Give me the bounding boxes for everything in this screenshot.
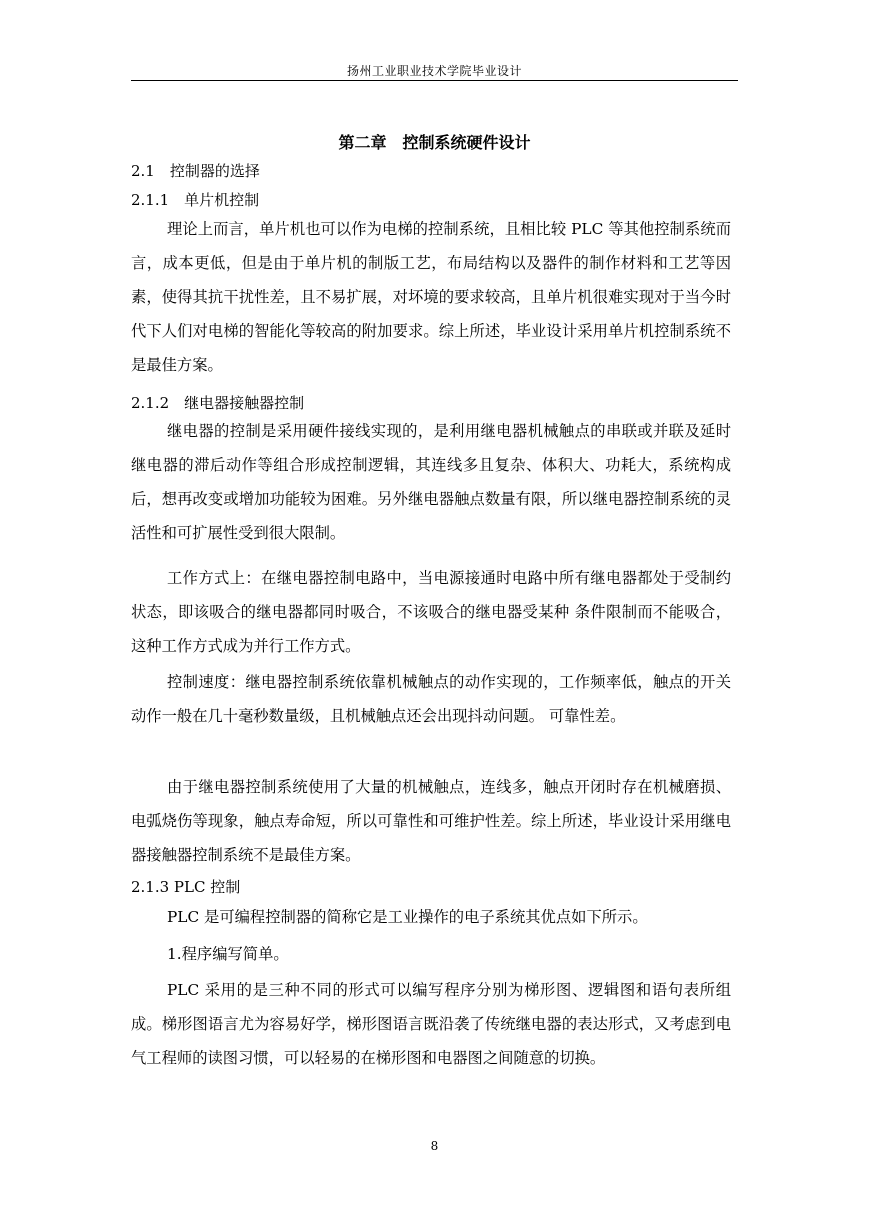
paragraph-plc-intro: PLC 是可编程控制器的简称它是工业操作的电子系统其优点如下所示。 xyxy=(167,908,648,926)
section-heading-2-1-2: 2.1.2 继电器接触器控制 xyxy=(131,394,305,412)
section-heading-2-1-3: 2.1.3 PLC 控制 xyxy=(131,878,241,896)
running-header: 扬州工业职业技术学院毕业设计 xyxy=(346,64,522,78)
chapter-title: 第二章 控制系统硬件设计 xyxy=(338,133,531,152)
page-number: 8 xyxy=(430,1139,439,1153)
paragraph-relay-control: 继电器的控制是采用硬件接线实现的，是利用继电器机械触点的串联或并联及延时继电器的滞后动作等组合形成控制逻辑，其连线多且复杂、体积大、功耗大，系统构成后，想再改变或增加功能较为困难。另外继电器触点数量有限，所以继电器控制系统的灵活性和可扩展性受到很大限制。 xyxy=(131,422,731,542)
paragraph-plc-advantage-1: 1.程序编写简单。 xyxy=(167,945,289,963)
header-rule xyxy=(131,80,738,81)
section-heading-2-1-1: 2.1.1 单片机控制 xyxy=(131,191,260,209)
paragraph-relay-control-speed: 控制速度：继电器控制系统依靠机械触点的动作实现的，工作频率低，触点的开关动作一般在几十毫秒数量级，且机械触点还会出现抖动问题。 可靠性差。 xyxy=(131,673,731,725)
paragraph-plc-programming: PLC 采用的是三种不同的形式可以编写程序分别为梯形图、逻辑图和语句表所组成。梯形图语言尤为容易好学，梯形图语言既沿袭了传统继电器的表达形式，又考虑到电气工程师的读图习惯，可以轻易的在梯形图和电器图之间随意的切换。 xyxy=(131,981,731,1067)
paragraph-mcu-control: 理论上而言，单片机也可以作为电梯的控制系统，且相比较 PLC 等其他控制系统而言，成本更低，但是由于单片机的制版工艺，布局结构以及器件的制作材料和工艺等因素，使得其抗干扰性差，且不易扩展，对坏境的要求较高，且单片机很难实现对于当今时代下人们对电梯的智能化等较高的附加要求。综上所述，毕业设计采用单片机控制系统不是最佳方案。 xyxy=(131,220,731,374)
paragraph-relay-conclusion: 由于继电器控制系统使用了大量的机械触点，连线多，触点开闭时存在机械磨损、电弧烧伤等现象，触点寿命短，所以可靠性和可维护性差。综上所述，毕业设计采用继电器接触器控制系统不是最佳方案。 xyxy=(131,778,731,864)
section-heading-2-1: 2.1 控制器的选择 xyxy=(131,162,260,180)
paragraph-relay-working-mode: 工作方式上：在继电器控制电路中，当电源接通时电路中所有继电器都处于受制约状态，即该吸合的继电器都同时吸合，不该吸合的继电器受某种 条件限制而不能吸合，这种工作方式成为并行工作方式。 xyxy=(131,569,731,655)
